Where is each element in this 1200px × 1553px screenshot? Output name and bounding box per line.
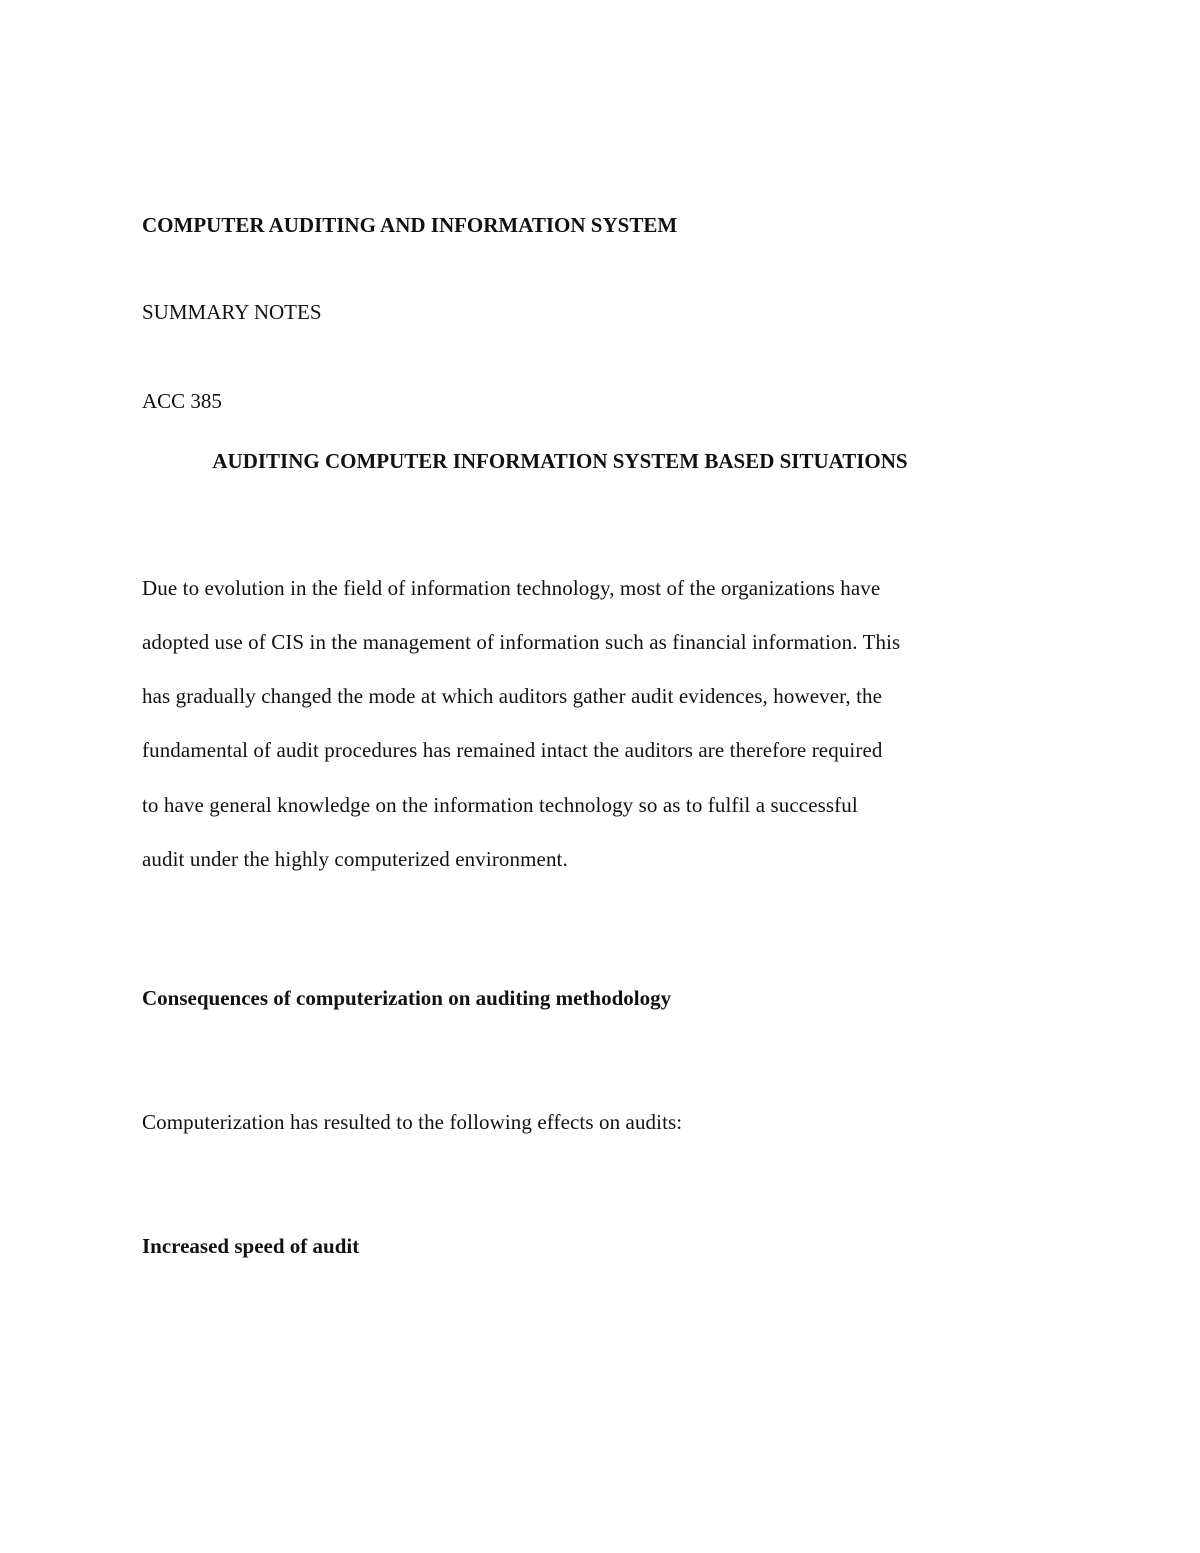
course-code: ACC 385 xyxy=(142,389,222,413)
subheading-consequences: Consequences of computerization on auditing methodology xyxy=(142,986,672,1010)
paragraph-line: Due to evolution in the field of information technology, most of the organizations have xyxy=(142,576,881,600)
subtitle: SUMMARY NOTES xyxy=(142,300,322,324)
paragraph-line: fundamental of audit procedures has remained intact the auditors are therefore required xyxy=(142,738,883,762)
course-title: COMPUTER AUDITING AND INFORMATION SYSTEM xyxy=(142,213,678,237)
section-heading: AUDITING COMPUTER INFORMATION SYSTEM BASED SITUATIONS xyxy=(212,449,908,473)
effects-intro: Computerization has resulted to the following effects on audits: xyxy=(142,1110,683,1134)
paragraph-line: has gradually changed the mode at which auditors gather audit evidences, however, the xyxy=(142,684,883,708)
paragraph-line: adopted use of CIS in the management of information such as financial information. This xyxy=(142,630,901,654)
paragraph-line: audit under the highly computerized environment. xyxy=(142,847,568,871)
paragraph-line: to have general knowledge on the information technology so as to fulfil a successful xyxy=(142,793,858,817)
effect-heading: Increased speed of audit xyxy=(142,1234,360,1258)
